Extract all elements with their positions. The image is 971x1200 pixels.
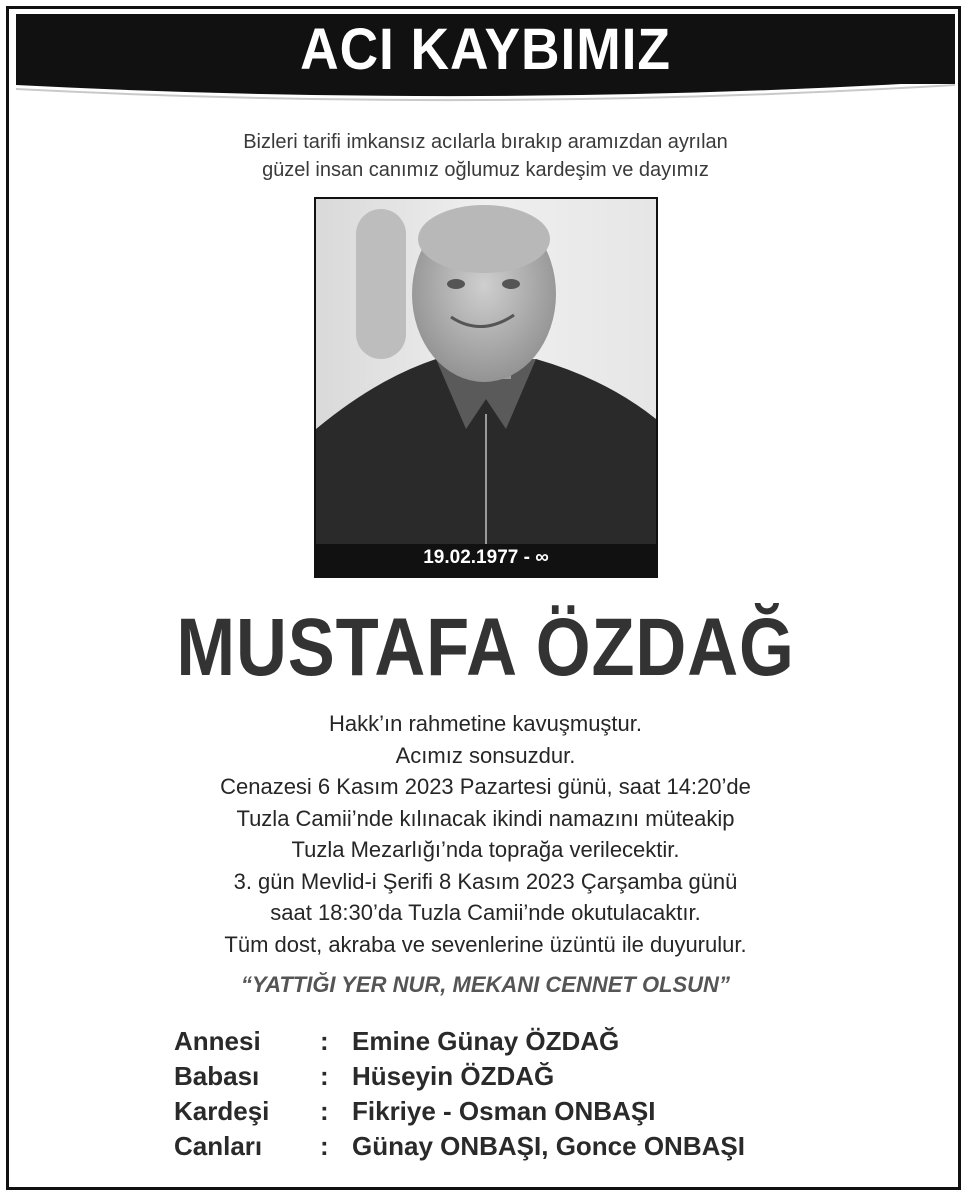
deceased-name-text: MUSTAFA ÖZDAĞ: [176, 602, 795, 693]
intro-text: [0, 128, 971, 184]
relative-row: [174, 1024, 894, 1059]
relative-value: Fikriye - Osman ONBAŞI: [352, 1096, 656, 1126]
relatives-list: [174, 1024, 894, 1164]
relative-value: Hüseyin ÖZDAĞ: [352, 1061, 555, 1091]
announcement-line: Acımız sonsuzdur.: [395, 742, 576, 768]
life-dates: 19.02.1977 - ∞: [423, 547, 549, 568]
prayer-quote: “YATTIĞI YER NUR, MEKANI CENNET OLSUN”: [241, 972, 730, 997]
announcement-line: Hakk’ın rahmetine kavuşmuştur.: [328, 711, 643, 736]
announcement-line: Tuzla Camii’nde kılınacak ikindi namazını müteakip: [236, 805, 735, 831]
relative-label: Canları: [174, 1131, 263, 1161]
relative-row: [174, 1129, 894, 1164]
announcement-line: Tüm dost, akraba ve sevenlerine üzüntü ile duyurulur.: [224, 931, 747, 957]
intro-line: Bizleri tarifi imkansız acılarla bırakıp aramızdan ayrılan: [243, 131, 728, 153]
deceased-name: [0, 598, 971, 698]
relative-label: Kardeşi: [174, 1096, 270, 1126]
announcement-line: saat 18:30’da Tuzla Camii’nde okutulacaktır.: [270, 900, 701, 925]
relative-row: [174, 1094, 894, 1129]
relative-separator: :: [320, 1061, 329, 1091]
portrait-image: [316, 199, 656, 544]
relative-row: [174, 1059, 894, 1094]
relative-separator: :: [320, 1131, 329, 1161]
announcement-line: Cenazesi 6 Kasım 2023 Pazartesi günü, saat 14:20’de: [220, 774, 751, 799]
relative-value: Emine Günay ÖZDAĞ: [352, 1026, 620, 1056]
page-title: ACI KAYBIMIZ: [300, 17, 671, 82]
relative-label: Annesi: [174, 1026, 261, 1056]
intro-line: güzel insan canımız oğlumuz kardeşim ve dayımız: [262, 159, 709, 181]
header: [16, 14, 955, 106]
announcement-text: [0, 708, 971, 960]
relative-separator: :: [320, 1026, 329, 1056]
announcement-line: 3. gün Mevlid-i Şerifi 8 Kasım 2023 Çarşamba günü: [233, 868, 738, 894]
relative-separator: :: [320, 1096, 329, 1126]
relative-label: Babası: [174, 1061, 260, 1091]
relative-value: Günay ONBAŞI, Gonce ONBAŞI: [352, 1131, 745, 1161]
portrait-photo: [314, 197, 658, 578]
announcement-line: Tuzla Mezarlığı’nda toprağa verilecektir.: [291, 837, 680, 862]
